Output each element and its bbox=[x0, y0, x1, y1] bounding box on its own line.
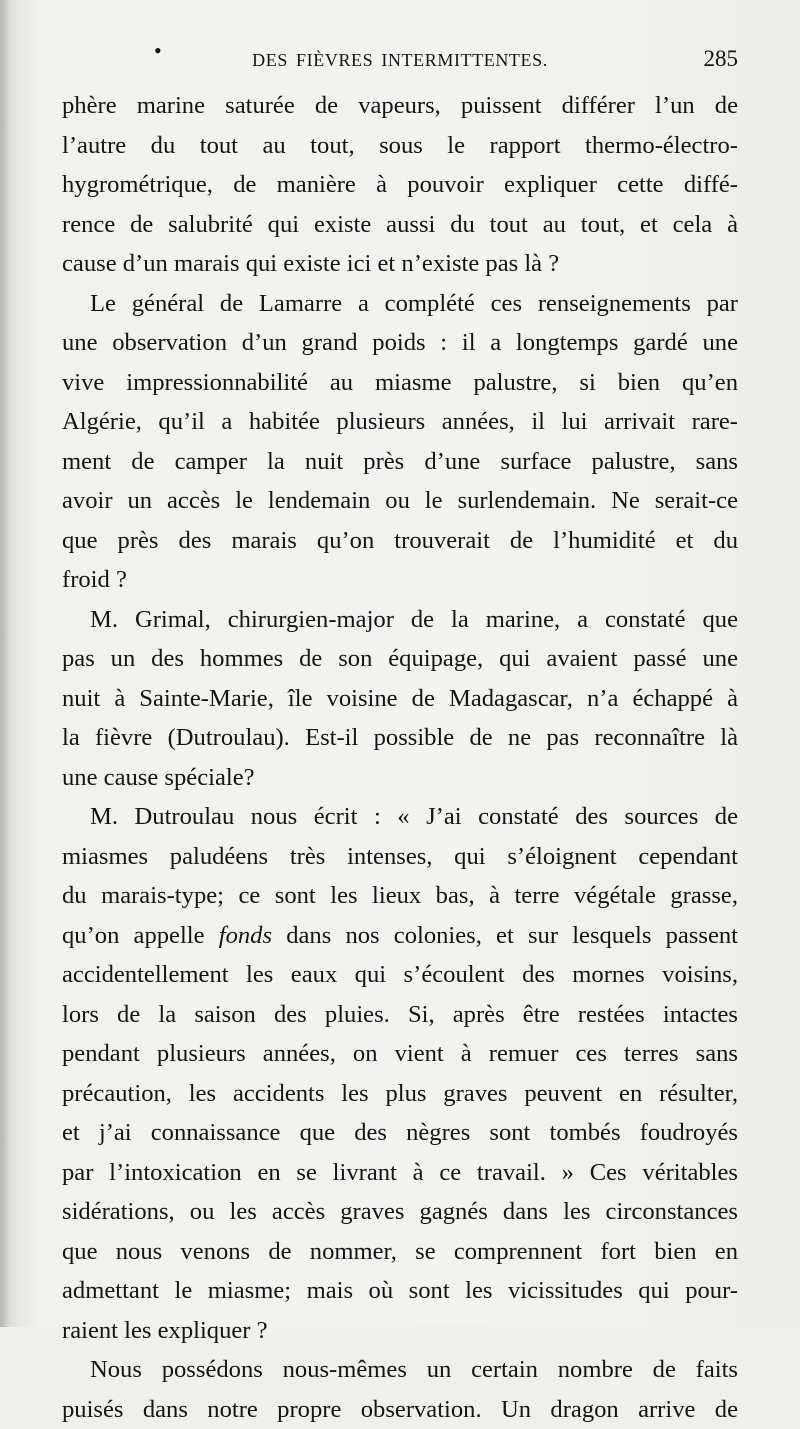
text-line: une observation d’un grand poids : il a longtemps gardé une bbox=[62, 323, 738, 363]
text-line: Nous possédons nous-mêmes un certain nombre de faits bbox=[62, 1350, 738, 1390]
text-line: pas un des hommes de son équipage, qui avaient passé une bbox=[62, 639, 738, 679]
text-line: cause d’un marais qui existe ici et n’existe pas là ? bbox=[62, 244, 738, 284]
text-line: hygrométrique, de manière à pouvoir expliquer cette diffé- bbox=[62, 165, 738, 205]
text-line: Algérie, qu’il a habitée plusieurs années, il lui arrivait rare- bbox=[62, 402, 738, 442]
ornament-dot: • bbox=[154, 40, 162, 62]
text-line: raient les expliquer ? bbox=[62, 1311, 738, 1351]
text-line: vive impressionnabilité au miasme palustre, si bien qu’en bbox=[62, 363, 738, 403]
text-line: Le général de Lamarre a complété ces renseignements par bbox=[62, 284, 738, 324]
text-line: que près des marais qu’on trouverait de l’humidité et du bbox=[62, 521, 738, 561]
text-line: rence de salubrité qui existe aussi du tout au tout, et cela à bbox=[62, 205, 738, 245]
running-title: DES FIÈVRES INTERMITTENTES. bbox=[62, 50, 738, 71]
text-line: la fièvre (Dutroulau). Est-il possible de ne pas reconnaître là bbox=[62, 718, 738, 758]
text-segment: dans nos colonies, et sur lesquels passent bbox=[286, 922, 738, 949]
text-line: sidérations, ou les accès graves gagnés dans les circonstances bbox=[62, 1192, 738, 1232]
body-text bbox=[62, 86, 738, 1429]
text-line: phère marine saturée de vapeurs, puissent différer l’un de bbox=[62, 86, 738, 126]
text-line: admettant le miasme; mais où sont les vicissitudes qui pour- bbox=[62, 1271, 738, 1311]
text-line: une cause spéciale? bbox=[62, 758, 738, 798]
text-line: ment de camper la nuit près d’une surface palustre, sans bbox=[62, 442, 738, 482]
page-number: 285 bbox=[704, 46, 739, 72]
text-line: l’autre du tout au tout, sous le rapport thermo-électro- bbox=[62, 126, 738, 166]
text-line-with-italic bbox=[62, 916, 738, 956]
text-line: que nous venons de nommer, se comprennent fort bien en bbox=[62, 1232, 738, 1272]
text-line: M. Dutroulau nous écrit : « J’ai constaté des sources de bbox=[62, 797, 738, 837]
text-line: accidentellement les eaux qui s’écoulent des mornes voisins, bbox=[62, 955, 738, 995]
text-line: froid ? bbox=[62, 560, 738, 600]
text-line: pendant plusieurs années, on vient à remuer ces terres sans bbox=[62, 1034, 738, 1074]
text-line: par l’intoxication en se livrant à ce travail. » Ces véritables bbox=[62, 1153, 738, 1193]
text-line: lors de la saison des pluies. Si, après être restées intactes bbox=[62, 995, 738, 1035]
gutter-shadow bbox=[0, 0, 10, 1327]
text-line: du marais-type; ce sont les lieux bas, à terre végétale grasse, bbox=[62, 876, 738, 916]
text-segment: qu’on appelle bbox=[62, 922, 205, 949]
text-line: miasmes paludéens très intenses, qui s’éloignent cependant bbox=[62, 837, 738, 877]
text-line: nuit à Sainte-Marie, île voisine de Madagascar, n’a échappé à bbox=[62, 679, 738, 719]
text-line: avoir un accès le lendemain ou le surlendemain. Ne serait-ce bbox=[62, 481, 738, 521]
text-line: M. Grimal, chirurgien-major de la marine, a constaté que bbox=[62, 600, 738, 640]
italic-term: fonds bbox=[219, 922, 272, 949]
text-line: et j’ai connaissance que des nègres sont tombés foudroyés bbox=[62, 1113, 738, 1153]
running-head bbox=[62, 44, 738, 74]
text-line: puisés dans notre propre observation. Un dragon arrive de bbox=[62, 1390, 738, 1429]
text-line: précaution, les accidents les plus graves peuvent en résulter, bbox=[62, 1074, 738, 1114]
